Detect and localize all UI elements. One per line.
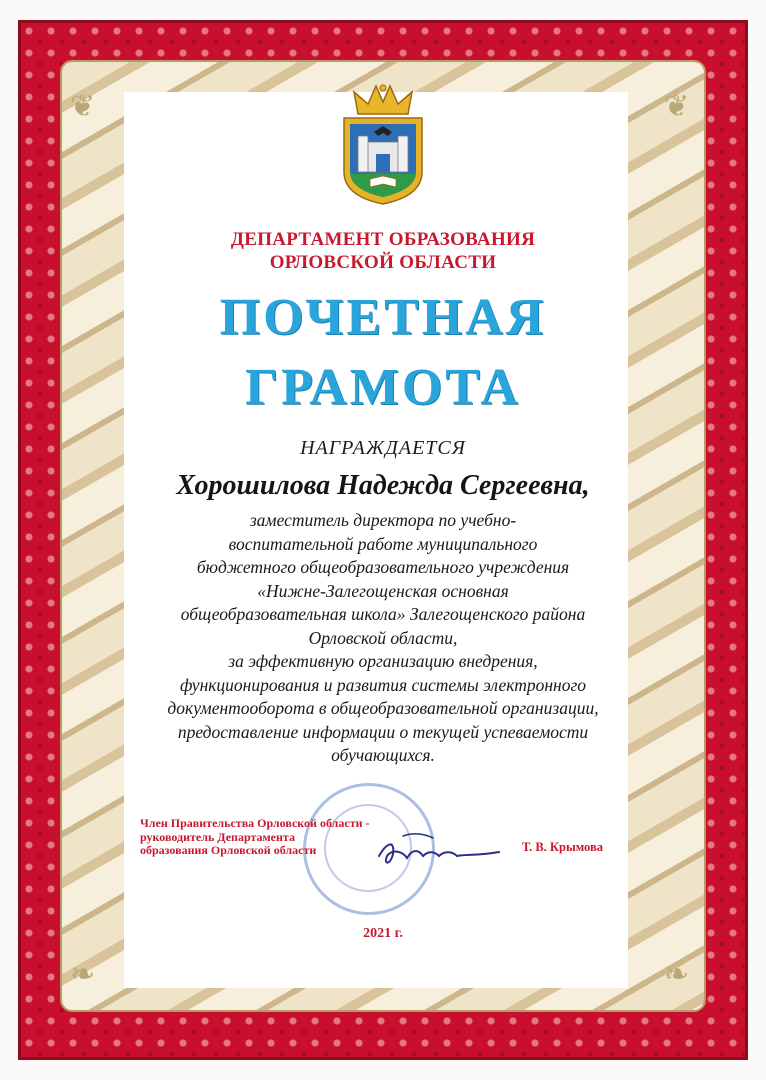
handwritten-signature (373, 826, 505, 874)
citation-line: «Нижне-Залегощенская основная (257, 580, 509, 601)
citation-line: заместитель директора по учебно- (249, 510, 517, 530)
signatory-name: Т. В. Крымова (522, 840, 603, 854)
citation-line: общеобразовательная школа» Залегощенского района (180, 604, 586, 624)
signatory-position-line: Член Правительства Орловской области - (140, 816, 370, 830)
signatory-position-line: образования Орловской области (140, 843, 317, 857)
awarded-label: НАГРАЖДАЕТСЯ (300, 437, 466, 459)
certificate-title-line-1: ПОЧЕТНАЯ (219, 289, 547, 346)
citation-line: функционирования и развития системы электронного (179, 674, 587, 695)
certificate-title-line-2: ГРАМОТА (245, 359, 521, 416)
citation-line: воспитательной работе муниципального (228, 533, 538, 554)
citation-line: бюджетного общеобразовательного учреждения (196, 557, 570, 577)
citation-line: предоставление информации о текущей успеваемости (177, 721, 589, 742)
department-name-line-2: ОРЛОВСКОЙ ОБЛАСТИ (269, 252, 497, 273)
citation-text (140, 509, 626, 768)
laurel-branch-icon: ❦ (664, 90, 690, 123)
citation-line: за эффективную организацию внедрения, (228, 651, 538, 671)
citation-line: обучающихся. (331, 745, 435, 765)
issue-year: 2021 г. (363, 926, 403, 941)
laurel-branch-icon: ❧ (664, 958, 690, 991)
citation-line: Орловской области, (308, 627, 458, 648)
department-name-line-1: ДЕПАРТАМЕНТ ОБРАЗОВАНИЯ (230, 229, 536, 250)
signatory-position-line: руководитель Департамента (140, 829, 295, 844)
orel-coat-of-arms-icon (330, 80, 436, 208)
recipient-name: Хорошилова Надежда Сергеевна, (176, 470, 590, 501)
laurel-branch-icon: ❦ (70, 90, 96, 123)
laurel-branch-icon: ❧ (70, 958, 96, 991)
citation-line: документооборота в общеобразовательной организации, (167, 698, 599, 718)
